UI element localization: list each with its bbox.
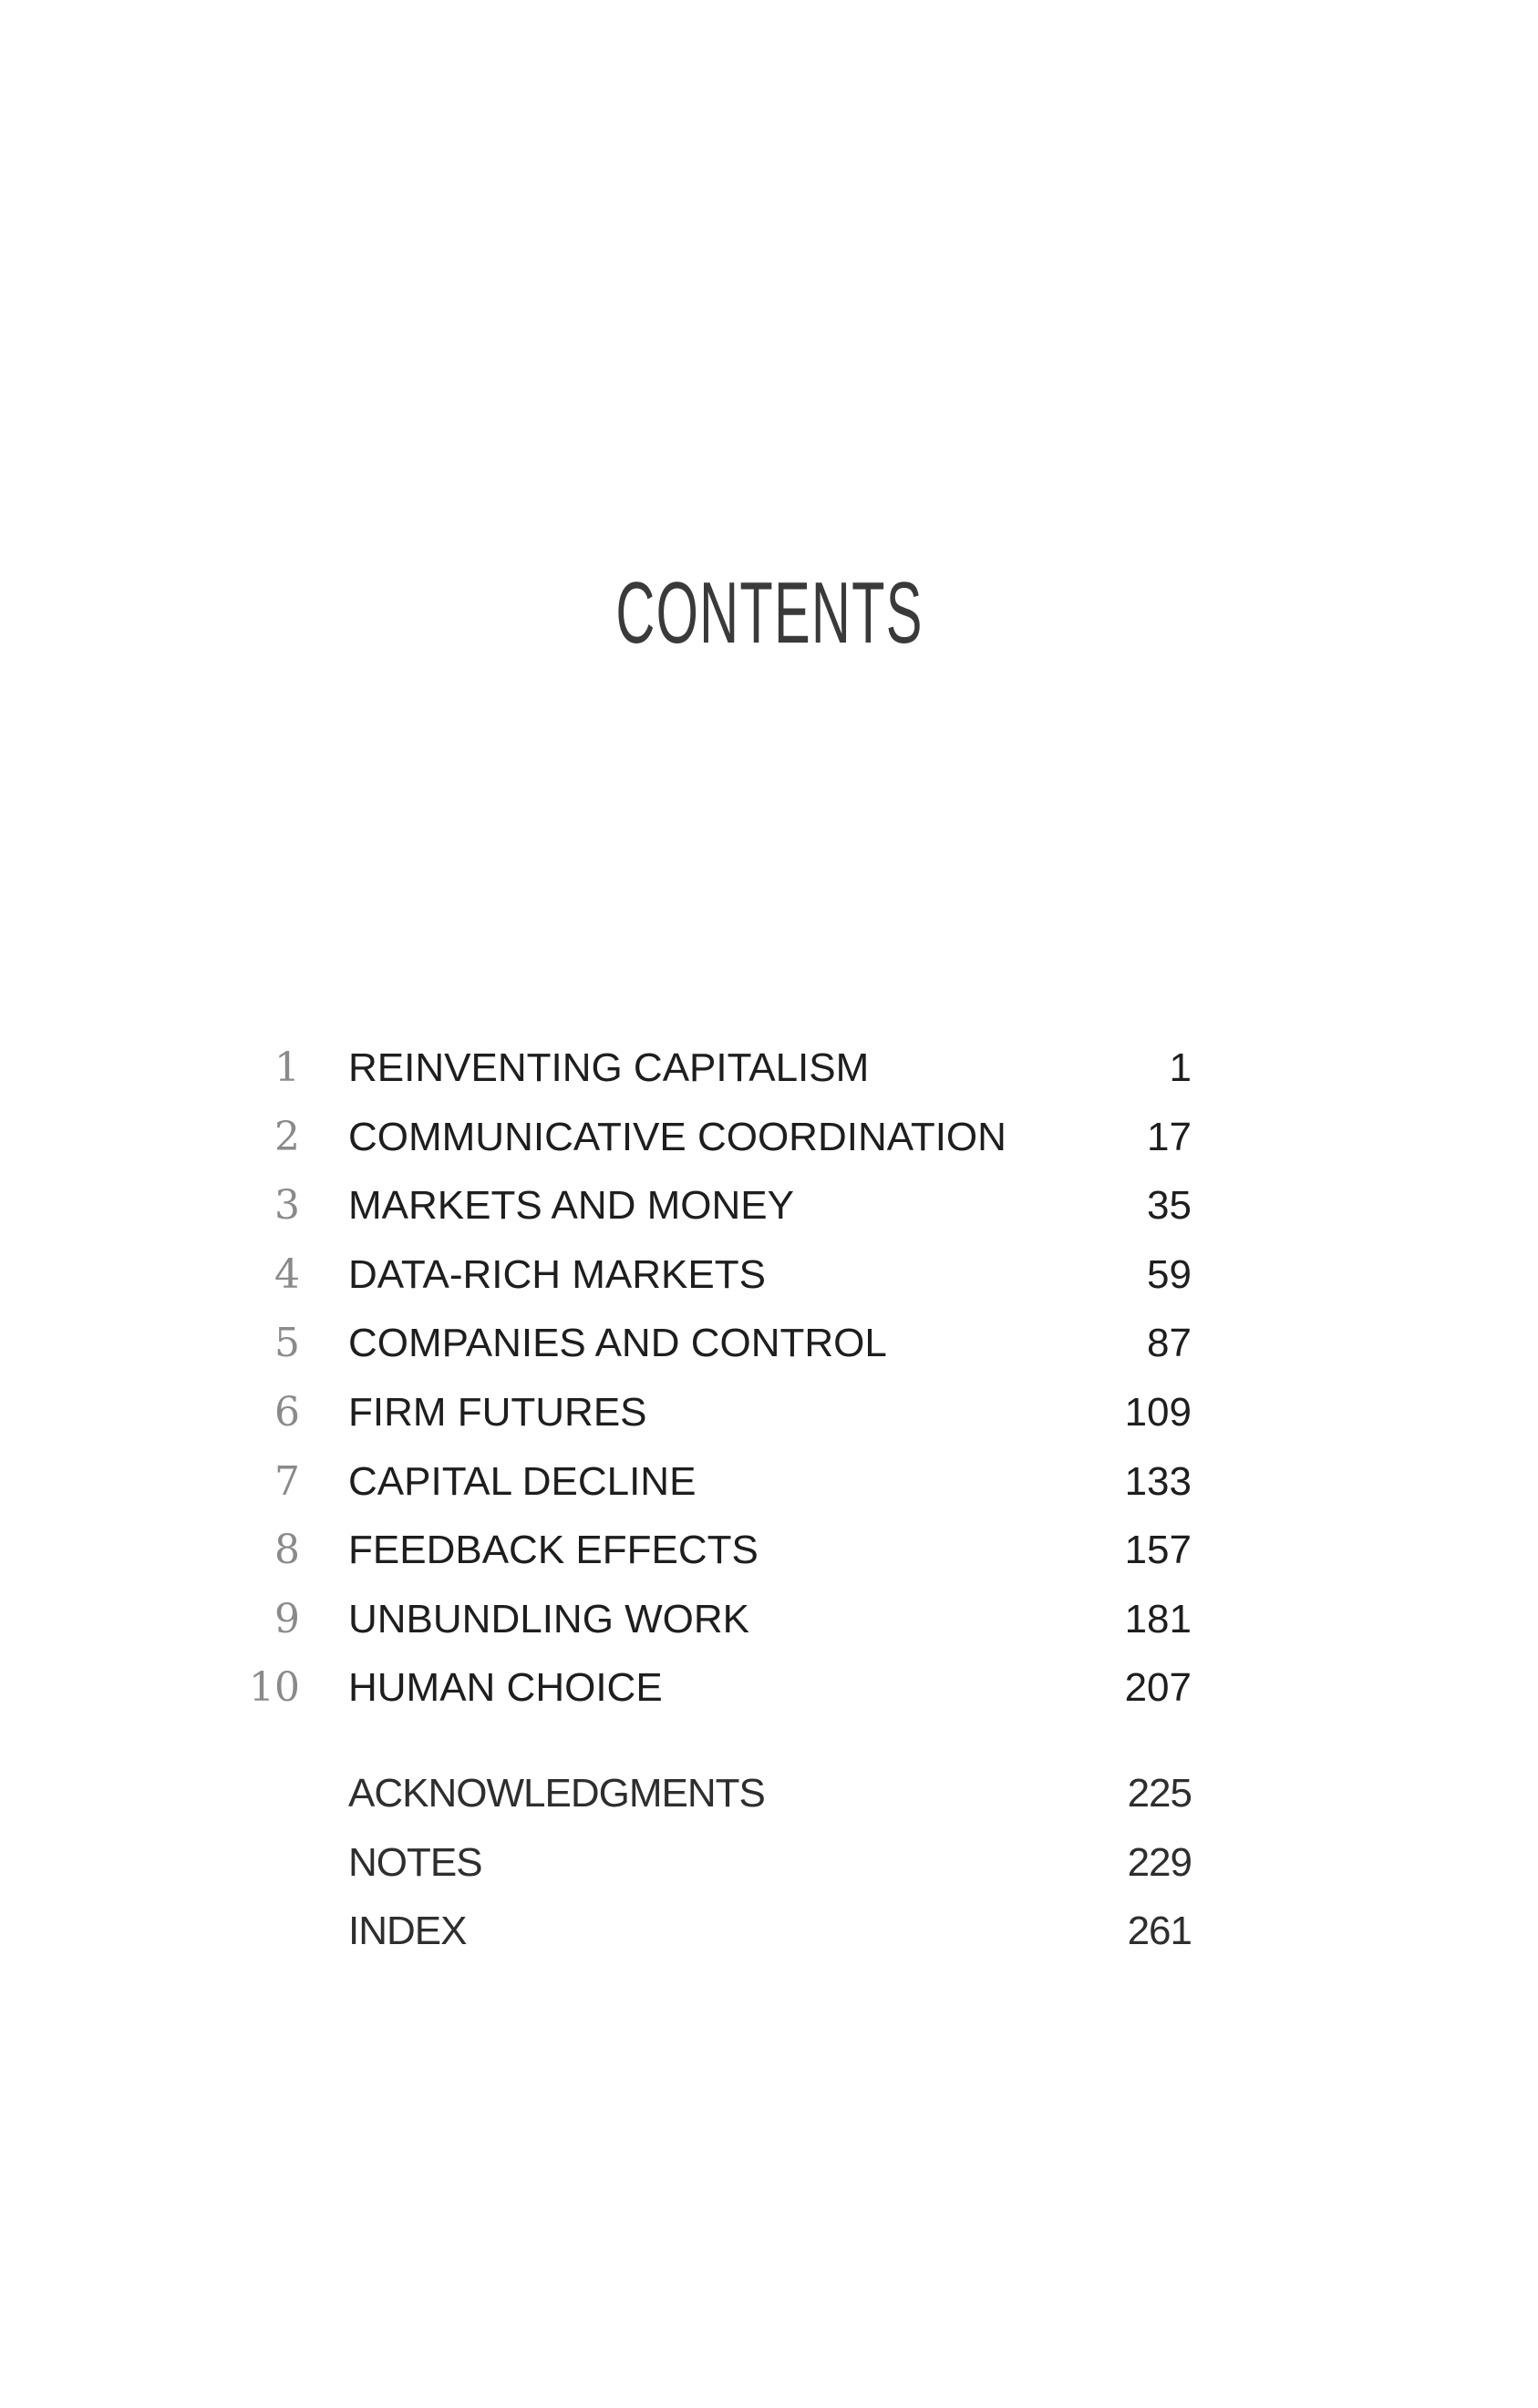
toc-entry[interactable] <box>0 1103 1538 1172</box>
chapter-title: CAPITAL DECLINE <box>348 1458 697 1504</box>
page-number: 59 <box>1147 1251 1192 1297</box>
page-title-text: CONTENTS <box>614 564 924 662</box>
toc-entry[interactable] <box>0 1447 1538 1517</box>
back-matter-title: INDEX <box>348 1909 467 1954</box>
chapter-number: 8 <box>274 1527 300 1574</box>
page-number: 157 <box>1124 1528 1192 1573</box>
chapter-title: HUMAN CHOICE <box>348 1665 663 1711</box>
page-number: 35 <box>1147 1183 1192 1229</box>
page-number: 133 <box>1124 1458 1192 1504</box>
page-number: 181 <box>1124 1596 1192 1641</box>
toc-back-matter-entry[interactable] <box>0 1897 1538 1966</box>
back-matter-title: ACKNOWLEDGMENTS <box>348 1771 765 1816</box>
chapter-title: UNBUNDLING WORK <box>348 1596 750 1641</box>
toc-back-matter-entry[interactable] <box>0 1828 1538 1898</box>
page-number: 207 <box>1124 1665 1192 1711</box>
toc-entry[interactable] <box>0 1034 1538 1103</box>
chapter-number: 3 <box>274 1182 300 1230</box>
chapter-number: 7 <box>274 1457 300 1505</box>
page-title <box>0 563 1538 664</box>
page-number: 109 <box>1124 1390 1192 1435</box>
toc-entry[interactable] <box>0 1585 1538 1654</box>
toc-entry[interactable] <box>0 1516 1538 1585</box>
chapter-title: MARKETS AND MONEY <box>348 1183 794 1229</box>
toc-back-matter-entry[interactable] <box>0 1759 1538 1828</box>
chapter-title: COMPANIES AND CONTROL <box>348 1321 887 1366</box>
chapter-title: FEEDBACK EFFECTS <box>348 1528 759 1573</box>
chapter-number: 10 <box>249 1664 300 1712</box>
toc-entry[interactable] <box>0 1309 1538 1378</box>
back-matter-title: NOTES <box>348 1839 482 1885</box>
chapter-title: FIRM FUTURES <box>348 1390 647 1435</box>
chapter-number: 5 <box>274 1320 300 1367</box>
chapter-number: 2 <box>274 1113 300 1160</box>
page-number: 1 <box>1169 1045 1192 1090</box>
chapter-number: 6 <box>274 1389 300 1436</box>
toc-entry[interactable] <box>0 1171 1538 1240</box>
page-number: 229 <box>1127 1839 1192 1885</box>
toc-entry[interactable] <box>0 1240 1538 1310</box>
toc-entry[interactable] <box>0 1653 1538 1723</box>
page-number: 261 <box>1127 1909 1192 1954</box>
chapter-title: DATA-RICH MARKETS <box>348 1251 766 1297</box>
chapter-title: COMMUNICATIVE COORDINATION <box>348 1114 1006 1159</box>
chapter-number: 4 <box>274 1250 300 1298</box>
chapter-title: REINVENTING CAPITALISM <box>348 1045 870 1090</box>
chapter-number: 1 <box>274 1044 300 1091</box>
page-number: 87 <box>1147 1321 1192 1366</box>
chapter-number: 9 <box>274 1595 300 1642</box>
toc-entry[interactable] <box>0 1378 1538 1447</box>
page-number: 225 <box>1127 1771 1192 1816</box>
page-number: 17 <box>1147 1114 1192 1159</box>
